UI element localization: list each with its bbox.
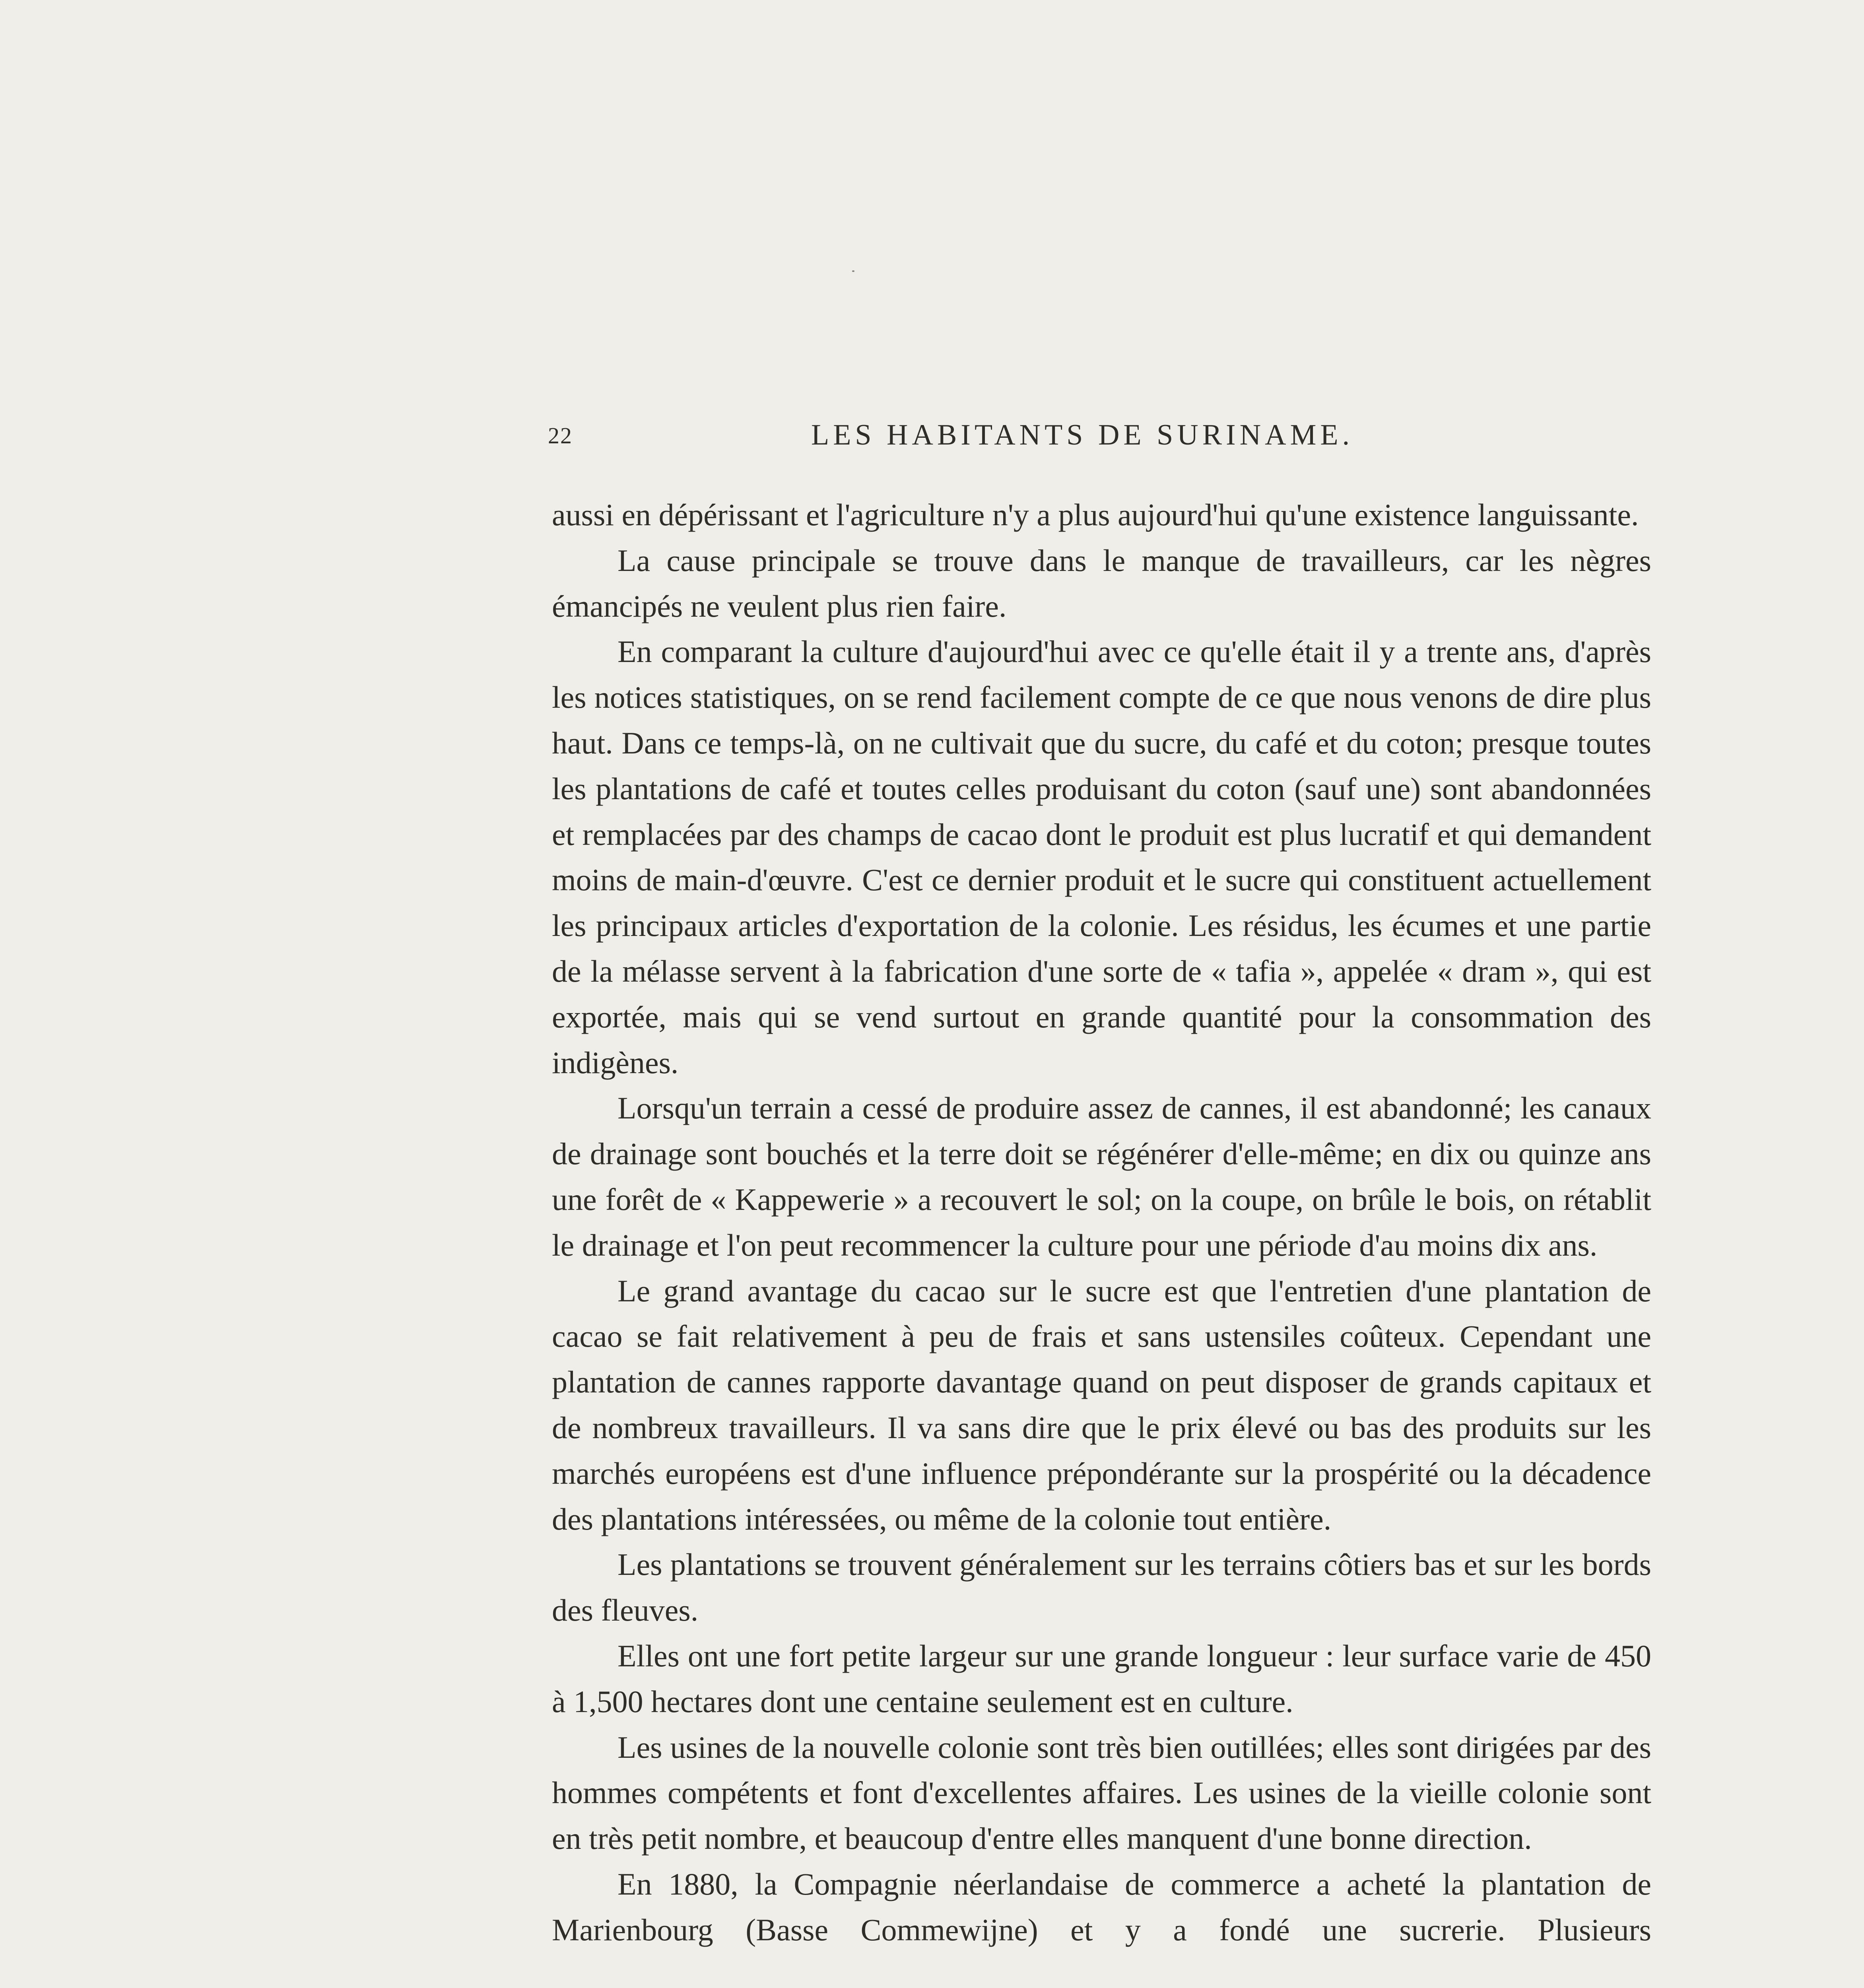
paragraph-5: Le grand avantage du cacao sur le sucre est que l'entretien d'une plantation de cacao se fait relativement à peu de frais et sans ustensiles coûteux. Cependant une plantation de cannes rapporte davantage quand on peut disposer de grands capitaux et de nombreux travailleurs. Il va sans dire que le prix élevé ou bas des produits sur les marchés européens est d'une influence prépondérante sur la prospérité ou la décadence des plantations intéressées, ou même de la colonie tout entière. xyxy=(552,1273,1651,1536)
page-number: 22 xyxy=(548,423,573,448)
paragraph-8: Les usines de la nouvelle colonie sont très bien outillées; elles sont dirigées par des hommes compétents et font d'excellentes affaires. Les usines de la vieille colonie sont en très petit nombre, et beaucoup d'entre elles manquent d'une bonne direction. xyxy=(552,1730,1651,1856)
paragraph-3: En comparant la culture d'aujourd'hui avec ce qu'elle était il y a trente ans, d'après les notices statistiques, on se rend facilement compte de ce que nous venons de dire plus haut. Dans ce temps-là, on ne cultivait que du sucre, du café et du coton; presque toutes les plantations de café et toutes celles produisant du coton (sauf une) sont abandonnées et remplacées par des champs de cacao dont le produit est plus lucratif et qui demandent moins de main-d'œuvre. C'est ce dernier produit et le sucre qui constituent actuellement les principaux articles d'exportation de la colonie. Les résidus, les écumes et une partie de la mélasse servent à la fabrication d'une sorte de « tafia », appelée « dram », qui est exportée, mais qui se vend surtout en grande quantité pour la consommation des indigènes. xyxy=(552,634,1651,1080)
paragraph-9: En 1880, la Compagnie néerlandaise de commerce a acheté la plantation de Marienbourg (Basse Commewijne) et y a fondé une sucrerie. Plusieurs xyxy=(552,1866,1651,1947)
paragraph-2: La cause principale se trouve dans le manque de travailleurs, car les nègres émancipés ne veulent plus rien faire. xyxy=(552,543,1651,623)
paper-speck xyxy=(852,270,854,272)
paragraph-7: Elles ont une fort petite largeur sur une grande longueur : leur surface varie de 450 à 1,500 hectares dont une centaine seulement est en culture. xyxy=(552,1638,1651,1719)
paragraph-6: Les plantations se trouvent généralement sur les terrains côtiers bas et sur les bords des fleuves. xyxy=(552,1547,1651,1628)
paragraph-1: aussi en dépérissant et l'agriculture n'y a plus aujourd'hui qu'une existence languissante. xyxy=(552,497,1639,532)
running-title: LES HABITANTS DE SURINAME. xyxy=(811,419,1354,451)
body-text xyxy=(552,492,1651,1953)
paragraph-4: Lorsqu'un terrain a cessé de produire assez de cannes, il est abandonné; les canaux de drainage sont bouchés et la terre doit se régénérer d'elle-même; en dix ou quinze ans une forêt de « Kappewerie » a recouvert le sol; on la coupe, on brûle le bois, on rétablit le drainage et l'on peut recommencer la culture pour une période d'au moins dix ans. xyxy=(552,1091,1651,1262)
